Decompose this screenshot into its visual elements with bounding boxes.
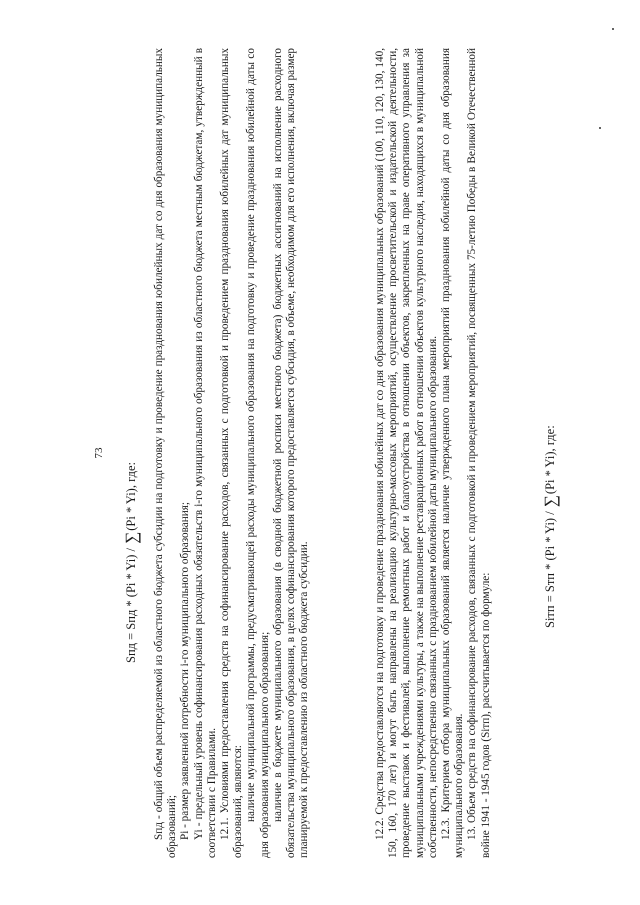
victory-anniversary-formula [541,425,561,628]
page-number: 73 [93,447,105,459]
paragraph: наличие муниципальной программы, предусматривающей расходы муниципального образования на подготовку и проведение празднования юбилейной даты со дня образования муниципального образования; [245,48,271,858]
formula-lhs: Sпд = Sпд * (Pi * Yi) / [124,544,138,663]
paragraph: Pi - размер заявленной потребности i-го муниципального образования; [179,502,192,840]
paragraph: наличие в бюджете муниципального образования (в сводной бюджетной росписи местного бюджета) бюджетных ассигнований на исполнение расходного обязательства муниципального образования, в целях софинансирования которого предоставляется субсидия, в объеме, необходимом для его исполнения, включая размер планируемой к предоставлению из областного бюджета субсидии. [271,48,311,858]
text-block-top [153,48,311,858]
formula-rhs: (Pi * Yi), где: [124,462,138,531]
formula-rhs: (Pi * Yi), где: [543,425,557,495]
paragraph: 13. Объем средств на софинансирование расходов, связанных с подготовкой и проведением мероприятий, посвященных 75-летию Победы в Великой Отечественной войне 1941 - 1945 годов (Siтп), рассчитывается по формуле: [466,48,492,858]
sum-symbol: ∑ [541,495,560,508]
paragraph: Sпд - общий объем распределяемой из областного бюджета субсидии на подготовку и проведение празднования юбилейных дат со дня образования муниципальных образований; [153,48,179,858]
rotated-page-content [93,48,568,858]
subsidy-formula [122,462,142,663]
scan-speck [612,28,614,30]
scan-speck [599,127,601,129]
paragraph: 12.2. Средства предоставляются на подготовку и проведение празднования юбилейных дат со дня образования муниципальных образований (100, 110, 120, 130, 140, 150, 160, 170 лет) и могут быть направлены на реализацию культурно-массовых мероприятий, осуществление просветительской и издательской деятельности, проведение выставок и фестивалей, выполнение ремонтных работ и благоустройства в отношении объектов, закрепленных на праве оперативного управления за муниципальными учреждениями культуры, а также на выполнение реставрационных работ в отношении объектов культурного наследия, находящихся в муниципальной собственности, непосредственно связанных с празднованием юбилейной даты муниципального образования. [374,48,439,858]
paragraph: Yi - предельный уровень софинансирования расходных обязательств i-го муниципального образования из областного бюджета местным бюджетам, утвержденный в соответствии с Правилами. [192,48,218,858]
sum-symbol: ∑ [122,531,141,544]
paragraph: 12.1. Условиями предоставления средств на софинансирование расходов, связанных с подготовкой и проведением празднования юбилейных дат муниципальных образований, являются: [219,48,245,858]
text-block-bottom [374,48,493,858]
paragraph: 12.3. Критерием отбора муниципальных образований является наличие утвержденного плана мероприятий празднования юбилейной даты со дня образования муниципального образования. [440,48,466,858]
formula-lhs: Siтп = Sтп * (Pi * Yi) / [543,508,557,628]
